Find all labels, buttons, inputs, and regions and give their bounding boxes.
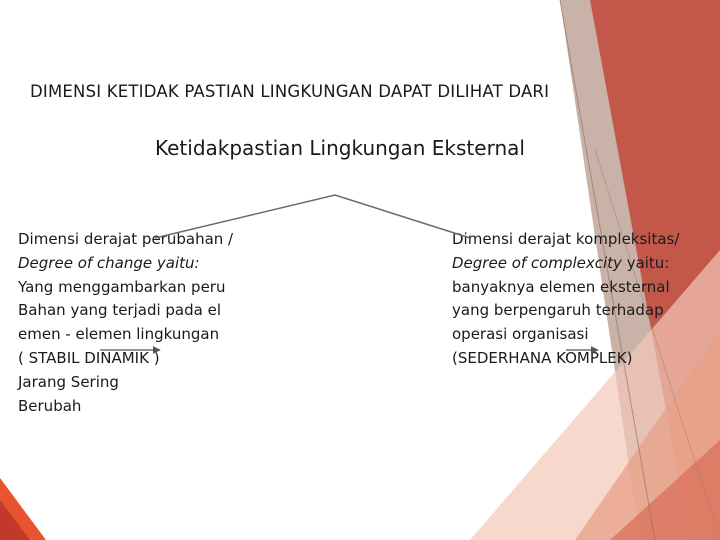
right-column: [452, 228, 692, 371]
right-line-2-italic: Degree of complexcity: [452, 253, 622, 272]
left-line-2: Degree of change yaitu:: [18, 253, 200, 272]
left-column: [18, 228, 240, 418]
frequency-from-label: Jarang: [18, 372, 67, 391]
frequency-to-label: Sering: [70, 372, 119, 391]
left-line-3: Yang menggambarkan peru: [18, 277, 226, 296]
scale-to-label: KOMPLEK): [556, 348, 633, 367]
left-line-4: Bahan yang terjadi pada el: [18, 301, 222, 320]
slide-subheading: Ketidakpastian Lingkungan Eksternal: [155, 136, 525, 160]
left-frequency-row: [18, 371, 240, 395]
right-scale-row: [452, 347, 692, 371]
slide-heading: DIMENSI KETIDAK PASTIAN LINGKUNGAN DAPAT DILIHAT DARI: [30, 82, 550, 101]
right-line-5: operasi organisasi: [452, 325, 589, 344]
right-line-1: Dimensi derajat kompleksitas/: [452, 230, 680, 248]
left-scale-row: [18, 347, 240, 371]
scale-from-label: (SEDERHANA: [452, 348, 552, 367]
left-line-5: emen - elemen lingkungan: [18, 325, 220, 344]
right-line-2-rest: yaitu:: [621, 253, 670, 272]
scale-to-label: DINAMIK ): [84, 348, 160, 367]
right-line-3: banyaknya elemen eksternal: [452, 277, 670, 296]
left-line-1: Dimensi derajat perubahan /: [18, 230, 234, 248]
scale-from-label: ( STABIL: [18, 348, 80, 367]
left-line-8: Berubah: [18, 396, 82, 415]
right-line-2: [452, 252, 692, 276]
right-line-4: yang berpengaruh terhadap: [452, 301, 664, 320]
